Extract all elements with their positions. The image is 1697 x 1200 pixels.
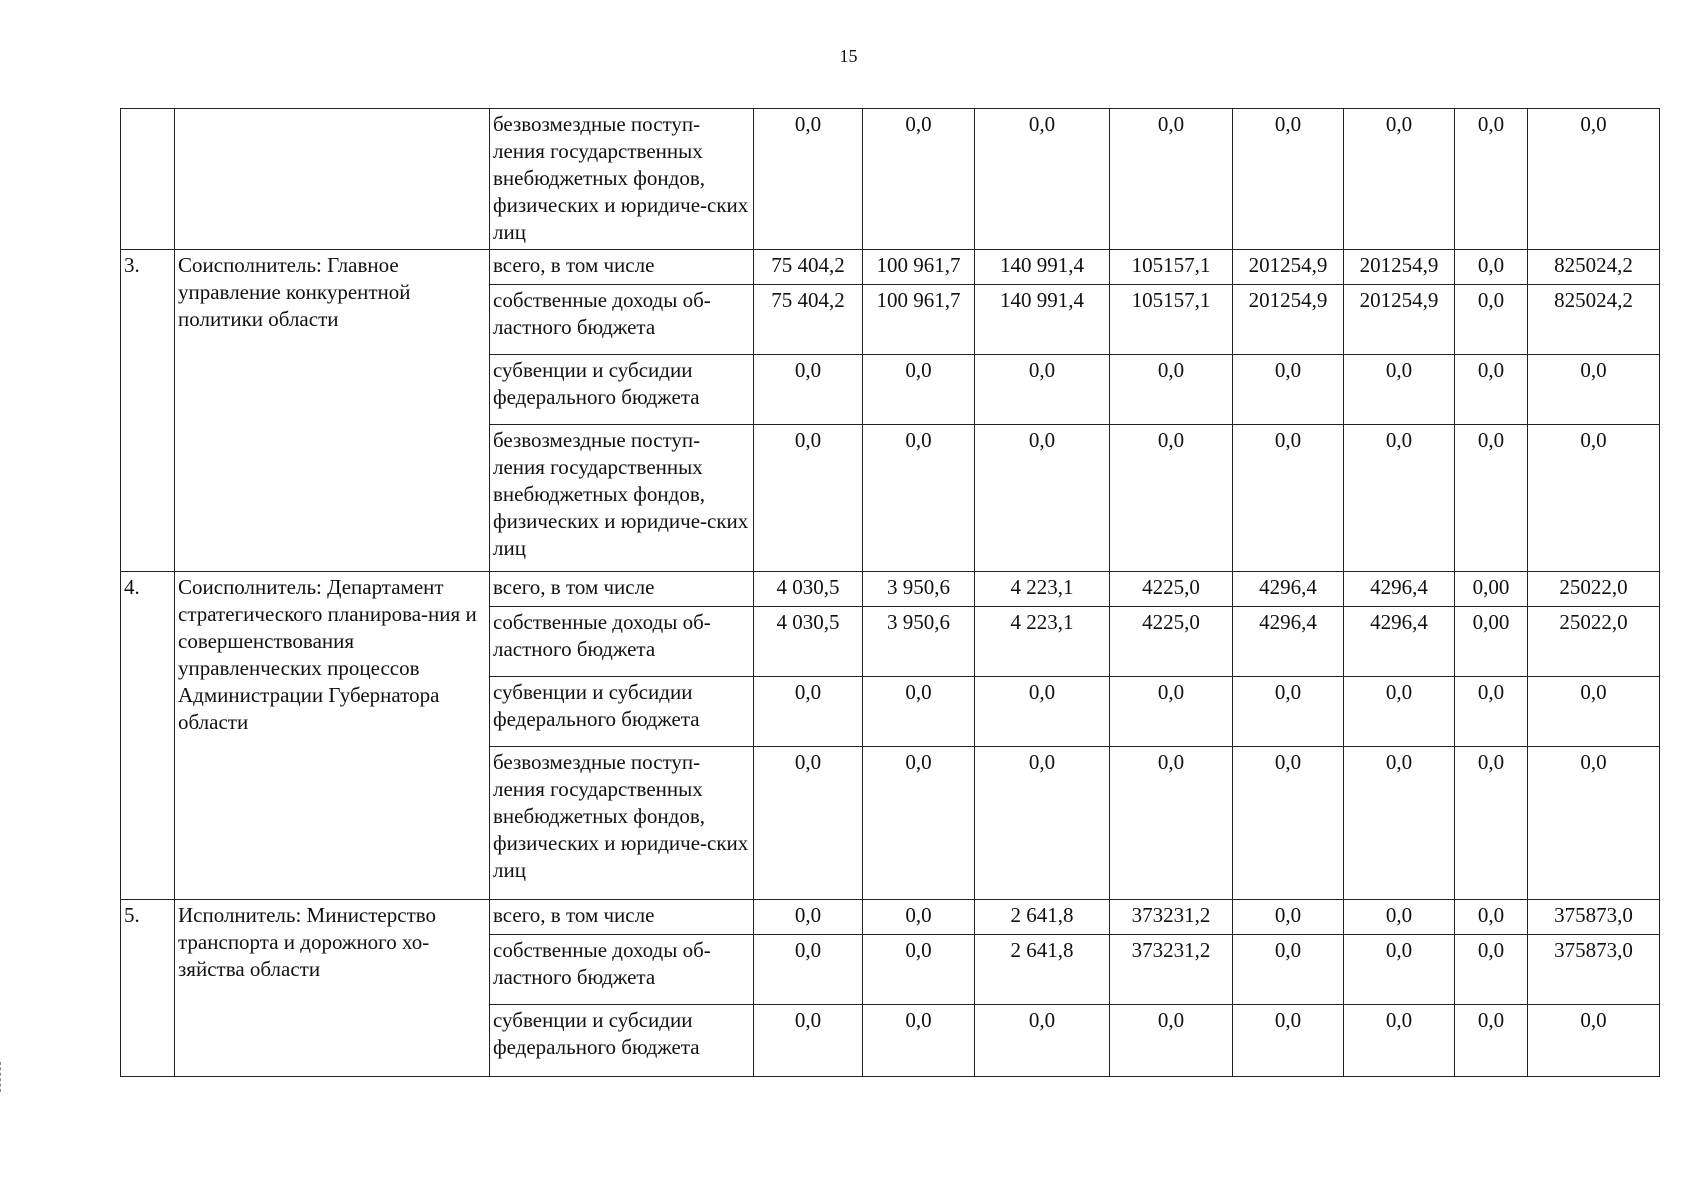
- row-index: 5.: [121, 900, 175, 1077]
- value-cell: 0,0: [1233, 1005, 1344, 1077]
- value-cell: 0,0: [1233, 425, 1344, 572]
- value-cell: 373231,2: [1110, 935, 1233, 1005]
- value-cell: 0,0: [1110, 1005, 1233, 1077]
- value-cell: 0,0: [1344, 425, 1455, 572]
- value-cell: 0,0: [754, 935, 863, 1005]
- value-cell: 0,0: [1455, 1005, 1528, 1077]
- value-cell: 100 961,7: [863, 250, 975, 285]
- funding-source-label: собственные доходы об-ластного бюджета: [490, 607, 754, 677]
- page-number: 15: [839, 46, 858, 66]
- value-cell: 0,0: [1455, 355, 1528, 425]
- value-cell: 0,0: [1110, 425, 1233, 572]
- value-cell: 0,0: [1455, 250, 1528, 285]
- value-cell: 0,0: [754, 355, 863, 425]
- funding-source-label: собственные доходы об-ластного бюджета: [490, 935, 754, 1005]
- row-index: 3.: [121, 250, 175, 572]
- value-cell: 140 991,4: [975, 285, 1110, 355]
- value-cell: 0,0: [863, 1005, 975, 1077]
- value-cell: 0,0: [1233, 900, 1344, 935]
- scan-edge-mark: [0, 1062, 7, 1092]
- value-cell: 25022,0: [1528, 572, 1660, 607]
- value-cell: 105157,1: [1110, 285, 1233, 355]
- executor-cell: Соисполнитель: Департамент стратегического планирова-ния и совершенствования управленческих процессов Администрации Губернатора области: [175, 572, 490, 900]
- value-cell: 0,0: [1110, 355, 1233, 425]
- table-row: [121, 250, 1660, 285]
- funding-source-label: безвозмездные поступ-ления государственных внебюджетных фондов, физических и юридиче-ских лиц: [490, 747, 754, 900]
- value-cell: 0,0: [863, 935, 975, 1005]
- value-cell: 0,0: [1344, 900, 1455, 935]
- value-cell: 375873,0: [1528, 935, 1660, 1005]
- value-cell: 0,0: [975, 425, 1110, 572]
- value-cell: 201254,9: [1233, 285, 1344, 355]
- value-cell: 0,0: [1528, 425, 1660, 572]
- funding-source-label: всего, в том числе: [490, 572, 754, 607]
- value-cell: 0,0: [863, 900, 975, 935]
- value-cell: 0,0: [1344, 677, 1455, 747]
- value-cell: 0,0: [1110, 109, 1233, 250]
- funding-source-label: собственные доходы об-ластного бюджета: [490, 285, 754, 355]
- value-cell: 4296,4: [1344, 572, 1455, 607]
- value-cell: 0,0: [975, 1005, 1110, 1077]
- value-cell: 0,0: [1344, 355, 1455, 425]
- executor-cell: [175, 109, 490, 250]
- value-cell: 0,0: [975, 109, 1110, 250]
- value-cell: 0,0: [1455, 425, 1528, 572]
- value-cell: 0,0: [1528, 1005, 1660, 1077]
- funding-source-label: субвенции и субсидии федерального бюджета: [490, 355, 754, 425]
- funding-table: [120, 108, 1660, 1077]
- value-cell: 0,0: [863, 747, 975, 900]
- value-cell: 0,0: [1455, 747, 1528, 900]
- value-cell: 0,0: [975, 355, 1110, 425]
- executor-cell: Соисполнитель: Главное управление конкурентной политики области: [175, 250, 490, 572]
- value-cell: 0,0: [1455, 677, 1528, 747]
- value-cell: 0,0: [1110, 747, 1233, 900]
- value-cell: 75 404,2: [754, 285, 863, 355]
- funding-source-label: субвенции и субсидии федерального бюджета: [490, 677, 754, 747]
- value-cell: 75 404,2: [754, 250, 863, 285]
- value-cell: 201254,9: [1344, 250, 1455, 285]
- value-cell: 4 223,1: [975, 607, 1110, 677]
- value-cell: 0,0: [754, 900, 863, 935]
- value-cell: 4225,0: [1110, 572, 1233, 607]
- executor-cell: Исполнитель: Министерство транспорта и дорожного хо-зяйства области: [175, 900, 490, 1077]
- value-cell: 0,0: [1528, 677, 1660, 747]
- value-cell: 4296,4: [1233, 607, 1344, 677]
- value-cell: 0,0: [863, 109, 975, 250]
- value-cell: 0,0: [1455, 285, 1528, 355]
- value-cell: 0,0: [863, 677, 975, 747]
- value-cell: 0,0: [1233, 355, 1344, 425]
- value-cell: 201254,9: [1233, 250, 1344, 285]
- value-cell: 4 223,1: [975, 572, 1110, 607]
- table-row: [121, 572, 1660, 607]
- value-cell: 140 991,4: [975, 250, 1110, 285]
- funding-source-label: всего, в том числе: [490, 900, 754, 935]
- value-cell: 0,0: [1455, 900, 1528, 935]
- value-cell: 3 950,6: [863, 572, 975, 607]
- value-cell: 0,0: [1233, 935, 1344, 1005]
- value-cell: 0,0: [1455, 109, 1528, 250]
- table-row: [121, 900, 1660, 935]
- value-cell: 825024,2: [1528, 285, 1660, 355]
- row-index: [121, 109, 175, 250]
- value-cell: 105157,1: [1110, 250, 1233, 285]
- value-cell: 0,0: [1344, 1005, 1455, 1077]
- value-cell: 825024,2: [1528, 250, 1660, 285]
- value-cell: 0,0: [1233, 677, 1344, 747]
- value-cell: 0,0: [975, 677, 1110, 747]
- funding-source-label: всего, в том числе: [490, 250, 754, 285]
- row-index: 4.: [121, 572, 175, 900]
- value-cell: 0,00: [1455, 572, 1528, 607]
- value-cell: 0,00: [1455, 607, 1528, 677]
- value-cell: 0,0: [1233, 109, 1344, 250]
- value-cell: 373231,2: [1110, 900, 1233, 935]
- value-cell: 0,0: [1528, 747, 1660, 900]
- value-cell: 4 030,5: [754, 607, 863, 677]
- funding-source-label: безвозмездные поступ-ления государственных внебюджетных фондов, физических и юридиче-ских лиц: [490, 109, 754, 250]
- value-cell: 0,0: [863, 355, 975, 425]
- value-cell: 201254,9: [1344, 285, 1455, 355]
- value-cell: 0,0: [754, 109, 863, 250]
- value-cell: 0,0: [975, 747, 1110, 900]
- value-cell: 375873,0: [1528, 900, 1660, 935]
- value-cell: 0,0: [1455, 935, 1528, 1005]
- value-cell: 0,0: [863, 425, 975, 572]
- value-cell: 0,0: [1233, 747, 1344, 900]
- value-cell: 4296,4: [1233, 572, 1344, 607]
- value-cell: 0,0: [1344, 935, 1455, 1005]
- funding-source-label: безвозмездные поступ-ления государственных внебюджетных фондов, физических и юридиче-ских лиц: [490, 425, 754, 572]
- value-cell: 0,0: [754, 677, 863, 747]
- value-cell: 0,0: [1344, 747, 1455, 900]
- value-cell: 2 641,8: [975, 900, 1110, 935]
- funding-source-label: субвенции и субсидии федерального бюджета: [490, 1005, 754, 1077]
- value-cell: 0,0: [1344, 109, 1455, 250]
- value-cell: 0,0: [754, 425, 863, 572]
- table-row: [121, 109, 1660, 250]
- value-cell: 0,0: [1110, 677, 1233, 747]
- value-cell: 100 961,7: [863, 285, 975, 355]
- value-cell: 0,0: [1528, 355, 1660, 425]
- value-cell: 3 950,6: [863, 607, 975, 677]
- value-cell: 0,0: [1528, 109, 1660, 250]
- value-cell: 4225,0: [1110, 607, 1233, 677]
- value-cell: 0,0: [754, 1005, 863, 1077]
- value-cell: 4296,4: [1344, 607, 1455, 677]
- value-cell: 0,0: [754, 747, 863, 900]
- value-cell: 4 030,5: [754, 572, 863, 607]
- value-cell: 2 641,8: [975, 935, 1110, 1005]
- value-cell: 25022,0: [1528, 607, 1660, 677]
